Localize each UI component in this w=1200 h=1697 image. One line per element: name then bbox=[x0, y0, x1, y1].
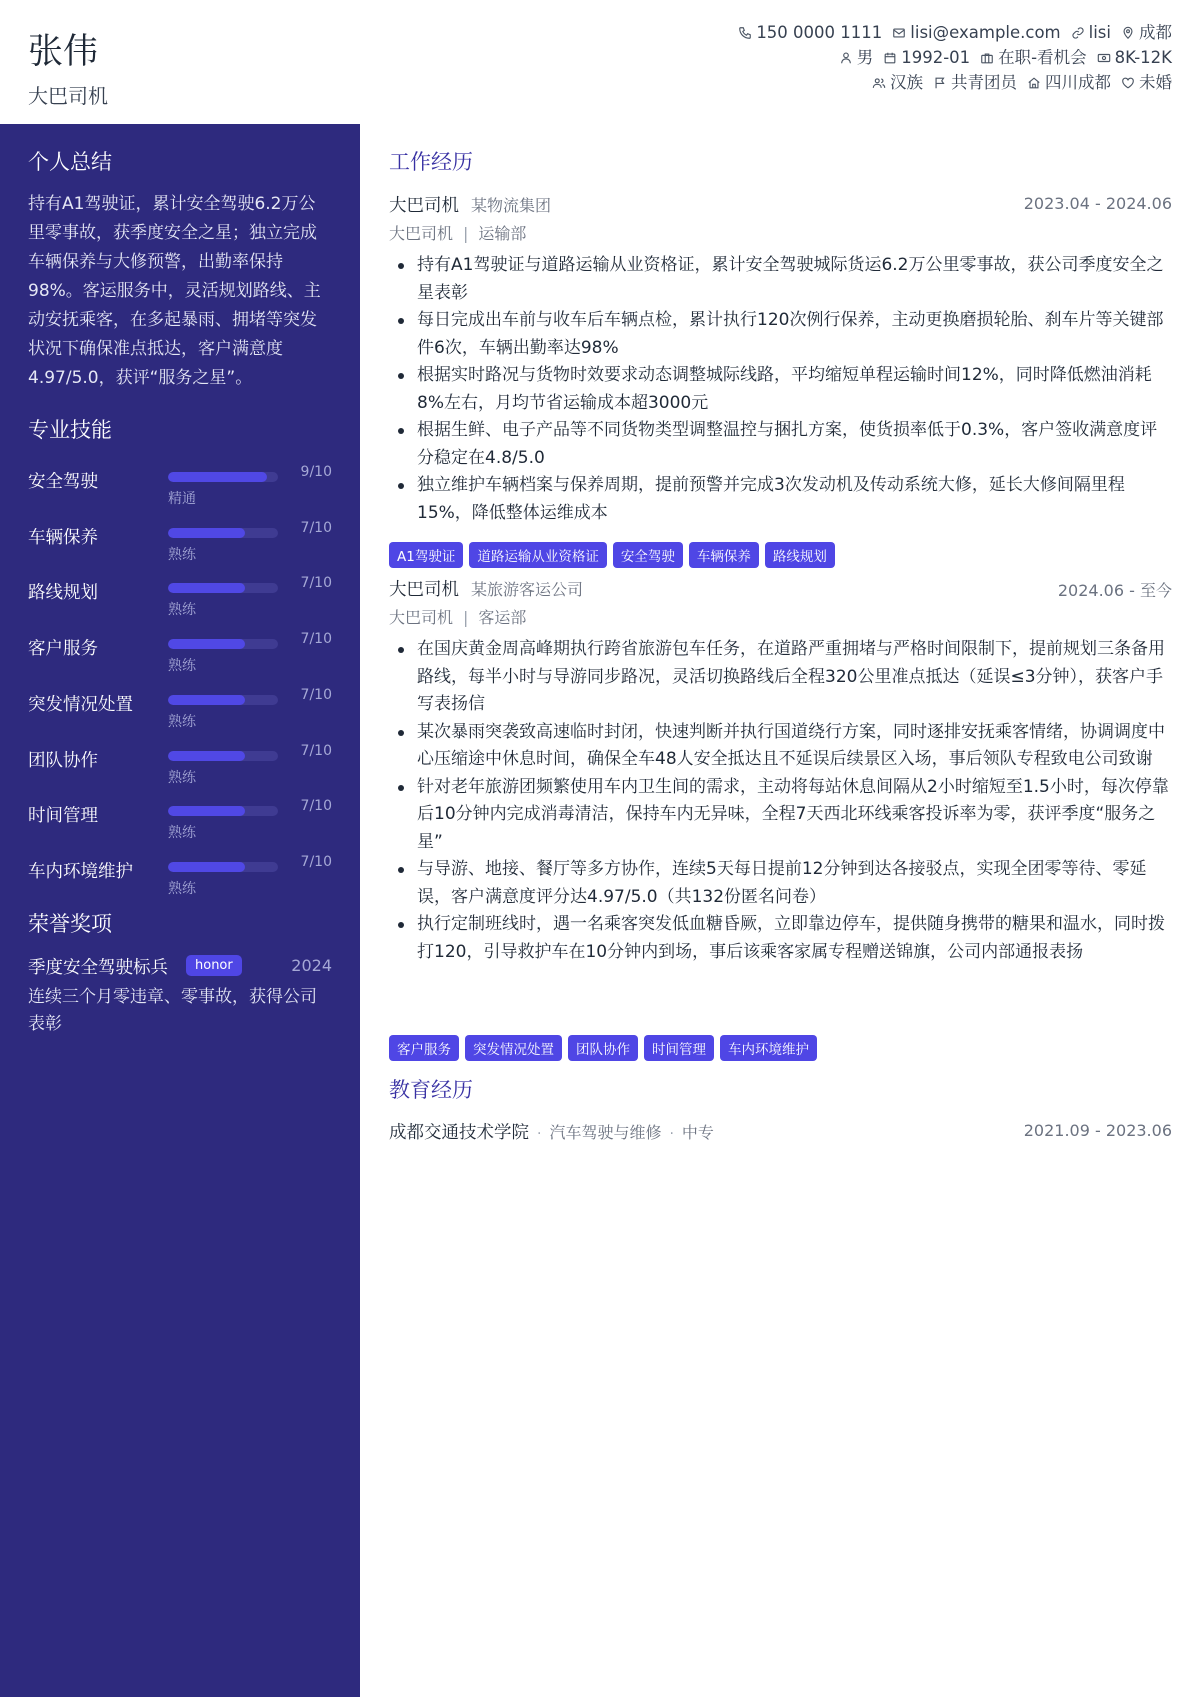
resume-header bbox=[0, 0, 1200, 124]
skill-tag: 车内环境维护 bbox=[720, 1035, 817, 1061]
summary-heading: 个人总结 bbox=[28, 150, 112, 174]
skill-score: 7/10 bbox=[300, 686, 332, 703]
skill-item bbox=[28, 683, 332, 733]
flag-icon bbox=[933, 76, 947, 90]
contact-row bbox=[738, 70, 1172, 95]
job-position: 大巴司机 bbox=[389, 224, 454, 243]
contact-phone[interactable]: 150 0000 1111 bbox=[738, 20, 882, 45]
list-item: 根据生鲜、电子产品等不同货物类型调整温控与捆扎方案，使货损率低于0.3%，客户签收满意度评分稳定在4.8/5.0 bbox=[389, 417, 1172, 472]
job-department: 运输部 bbox=[478, 224, 527, 243]
contact-row bbox=[738, 20, 1172, 45]
skill-score: 7/10 bbox=[300, 575, 332, 592]
job-bullets bbox=[389, 636, 1172, 966]
job-company: 某物流集团 bbox=[471, 196, 552, 215]
list-item: 与导游、地接、餐厅等多方协作，连续5天每日提前12分钟到达各接驳点，实现全团零等待、零延误，客户满意度评分达4.97/5.0（共132份匿名问卷） bbox=[389, 856, 1172, 911]
job-department: 客运部 bbox=[478, 608, 527, 627]
award-item bbox=[28, 954, 332, 980]
separator: | bbox=[463, 224, 469, 243]
skill-level: 熟练 bbox=[168, 658, 196, 675]
job-date: 2024.06 - 至今 bbox=[1057, 581, 1172, 600]
skill-name: 客户服务 bbox=[28, 639, 98, 660]
skill-score: 9/10 bbox=[300, 464, 332, 480]
briefcase-icon bbox=[980, 51, 994, 65]
edu-major: 汽车驾驶与维修 bbox=[549, 1123, 662, 1142]
awards-heading: 荣誉奖项 bbox=[28, 912, 112, 936]
job-position: 大巴司机 bbox=[389, 608, 454, 627]
separator: | bbox=[463, 608, 469, 627]
skill-bar-fill bbox=[168, 751, 245, 761]
person-icon bbox=[839, 51, 853, 65]
skill-tag: 客户服务 bbox=[389, 1035, 459, 1061]
skill-tag: 路线规划 bbox=[765, 542, 835, 568]
skill-name: 团队协作 bbox=[28, 750, 98, 771]
skill-bar-fill bbox=[168, 472, 267, 482]
contact-politics: 共青团员 bbox=[933, 70, 1017, 95]
skill-score: 7/10 bbox=[300, 742, 332, 759]
work-heading: 工作经历 bbox=[389, 150, 473, 174]
job-title: 大巴司机 某物流集团 bbox=[389, 196, 552, 216]
job-bullets bbox=[389, 252, 1172, 527]
summary-text: 持有A1驾驶证，累计安全驾驶6.2万公里零事故，获季度安全之星；独立完成车辆保养与大修预警，出勤率保持98%。客运服务中，灵活规划路线、主动安抚乘客，在多起暴雨、拥堵等突发状况下确保准点抵达，客户满意度4.97/5.0，获评“服务之星”。 bbox=[28, 194, 321, 388]
separator: · bbox=[669, 1126, 674, 1142]
contact-ethnicity: 汉族 bbox=[872, 70, 923, 95]
skill-tag: A1驾驶证 bbox=[389, 542, 463, 568]
edu-date: 2021.09 - 2023.06 bbox=[1023, 1121, 1172, 1140]
list-item: 在国庆黄金周高峰期执行跨省旅游包车任务，在道路严重拥堵与严格时间限制下，提前规划三条备用路线，每半小时与导游同步路况，灵活切换路线后全程320公里准点抵达（延误≤3分钟），获客户手写表扬信 bbox=[389, 636, 1172, 719]
job-title: 大巴司机 某旅游客运公司 bbox=[389, 580, 584, 600]
skill-item bbox=[28, 571, 332, 621]
calendar-icon bbox=[883, 51, 897, 65]
skill-bar-fill bbox=[168, 639, 245, 649]
skill-name: 安全驾驶 bbox=[28, 472, 98, 492]
skill-score: 7/10 bbox=[300, 853, 332, 870]
skill-tag: 突发情况处置 bbox=[465, 1035, 562, 1061]
education-item bbox=[389, 1119, 1172, 1145]
award-name: 季度安全驾驶标兵 bbox=[28, 958, 168, 978]
contact-link[interactable]: lisi bbox=[1071, 20, 1111, 45]
skill-name: 突发情况处置 bbox=[28, 694, 133, 715]
list-item: 某次暴雨突袭致高速临时封闭，快速判断并执行国道绕行方案，同时逐排安抚乘客情绪，协调调度中心压缩途中休息时间，确保全车48人安全抵达且不延误后续景区入场，事后领队专程致电公司致谢 bbox=[389, 719, 1172, 774]
heart-icon bbox=[1121, 76, 1135, 90]
list-item: 独立维护车辆档案与保养周期，提前预警并完成3次发动机及传动系统大修，延长大修间隔里程15%，降低整体运维成本 bbox=[389, 472, 1172, 527]
skill-bar bbox=[168, 528, 278, 538]
contact-info bbox=[738, 20, 1172, 95]
skill-name: 时间管理 bbox=[28, 806, 98, 827]
skill-bar bbox=[168, 806, 278, 816]
skill-bar-fill bbox=[168, 528, 245, 538]
skill-item bbox=[28, 460, 332, 510]
skill-score: 7/10 bbox=[300, 798, 332, 815]
job-tags bbox=[389, 1035, 817, 1061]
skill-tag: 安全驾驶 bbox=[613, 542, 683, 568]
skill-bar-fill bbox=[168, 583, 245, 593]
list-item: 针对老年旅游团频繁使用车内卫生间的需求，主动将每站休息间隔从2小时缩短至1.5小时，每次停靠后10分钟内完成消毒清洁，保持车内无异味，全程7天西北环线乘客投诉率为零，获评季度“服务之星” bbox=[389, 774, 1172, 857]
skill-bar-fill bbox=[168, 806, 245, 816]
job-tags bbox=[389, 542, 835, 568]
skill-tag: 团队协作 bbox=[568, 1035, 638, 1061]
list-item: 每日完成出车前与收车后车辆点检，累计执行120次例行保养，主动更换磨损轮胎、刹车片等关键部件6次，车辆出勤率达98% bbox=[389, 307, 1172, 362]
skill-item bbox=[28, 794, 332, 844]
skill-item bbox=[28, 850, 332, 900]
skill-level: 熟练 bbox=[168, 546, 196, 563]
contact-status: 在职-看机会 bbox=[980, 45, 1086, 70]
separator: · bbox=[537, 1126, 542, 1142]
skill-bar bbox=[168, 751, 278, 761]
contact-email[interactable]: lisi@example.com bbox=[892, 20, 1060, 45]
contact-birth: 1992-01 bbox=[883, 45, 970, 70]
skill-level: 熟练 bbox=[168, 825, 196, 842]
candidate-role: 大巴司机 bbox=[28, 84, 108, 108]
home-icon bbox=[1027, 76, 1041, 90]
skill-bar bbox=[168, 472, 278, 482]
skill-tag: 道路运输从业资格证 bbox=[469, 542, 607, 568]
award-badge: honor bbox=[186, 955, 242, 976]
skill-level: 精通 bbox=[168, 491, 196, 507]
location-icon bbox=[1121, 26, 1135, 40]
skill-bar bbox=[168, 695, 278, 705]
skill-bar-fill bbox=[168, 695, 245, 705]
phone-icon bbox=[738, 26, 752, 40]
skill-item bbox=[28, 516, 332, 566]
people-icon bbox=[872, 76, 886, 90]
award-year: 2024 bbox=[291, 956, 332, 975]
skill-level: 熟练 bbox=[168, 602, 196, 619]
contact-salary: 8K-12K bbox=[1097, 45, 1172, 70]
contact-gender: 男 bbox=[839, 45, 874, 70]
skill-bar-fill bbox=[168, 862, 245, 872]
skill-score: 7/10 bbox=[300, 631, 332, 648]
skill-level: 熟练 bbox=[168, 713, 196, 730]
skill-item bbox=[28, 739, 332, 789]
award-description: 连续三个月零违章、零事故，获得公司表彰 bbox=[28, 987, 317, 1034]
mail-icon bbox=[892, 26, 906, 40]
education-heading: 教育经历 bbox=[389, 1078, 473, 1102]
list-item: 根据实时路况与货物时效要求动态调整城际线路，平均缩短单程运输时间12%，同时降低燃油消耗8%左右，月均节省运输成本超3000元 bbox=[389, 362, 1172, 417]
contact-marital: 未婚 bbox=[1121, 70, 1172, 95]
job-subline bbox=[389, 605, 526, 628]
skill-name: 路线规划 bbox=[28, 583, 98, 604]
skill-level: 熟练 bbox=[168, 769, 196, 786]
contact-location: 成都 bbox=[1121, 20, 1172, 45]
job-company: 某旅游客运公司 bbox=[471, 580, 584, 599]
link-icon bbox=[1071, 26, 1085, 40]
skill-bar bbox=[168, 639, 278, 649]
skill-name: 车辆保养 bbox=[28, 527, 98, 548]
candidate-name: 张伟 bbox=[28, 32, 99, 72]
edu-degree: 中专 bbox=[681, 1123, 714, 1142]
sidebar bbox=[0, 124, 360, 1697]
skills-heading: 专业技能 bbox=[28, 418, 112, 442]
skill-score: 7/10 bbox=[300, 519, 332, 536]
contact-hometown: 四川成都 bbox=[1027, 70, 1111, 95]
skill-level: 熟练 bbox=[168, 880, 196, 897]
skill-bar bbox=[168, 583, 278, 593]
skill-name: 车内环境维护 bbox=[28, 861, 133, 882]
edu-school: 成都交通技术学院 bbox=[389, 1123, 529, 1143]
contact-row bbox=[738, 45, 1172, 70]
job-date: 2023.04 - 2024.06 bbox=[1023, 194, 1172, 213]
list-item: 执行定制班线时，遇一名乘客突发低血糖昏厥，立即靠边停车，提供随身携带的糖果和温水，同时拨打120，引导救护车在10分钟内到场，事后该乘客家属专程赠送锦旗，公司内部通报表扬 bbox=[389, 911, 1172, 966]
skill-item bbox=[28, 627, 332, 677]
skill-bar bbox=[168, 862, 278, 872]
list-item: 持有A1驾驶证与道路运输从业资格证，累计安全驾驶城际货运6.2万公里零事故，获公司季度安全之星表彰 bbox=[389, 252, 1172, 307]
job-subline bbox=[389, 221, 526, 244]
skill-tag: 时间管理 bbox=[644, 1035, 714, 1061]
skill-tag: 车辆保养 bbox=[689, 542, 759, 568]
salary-icon bbox=[1097, 51, 1111, 65]
